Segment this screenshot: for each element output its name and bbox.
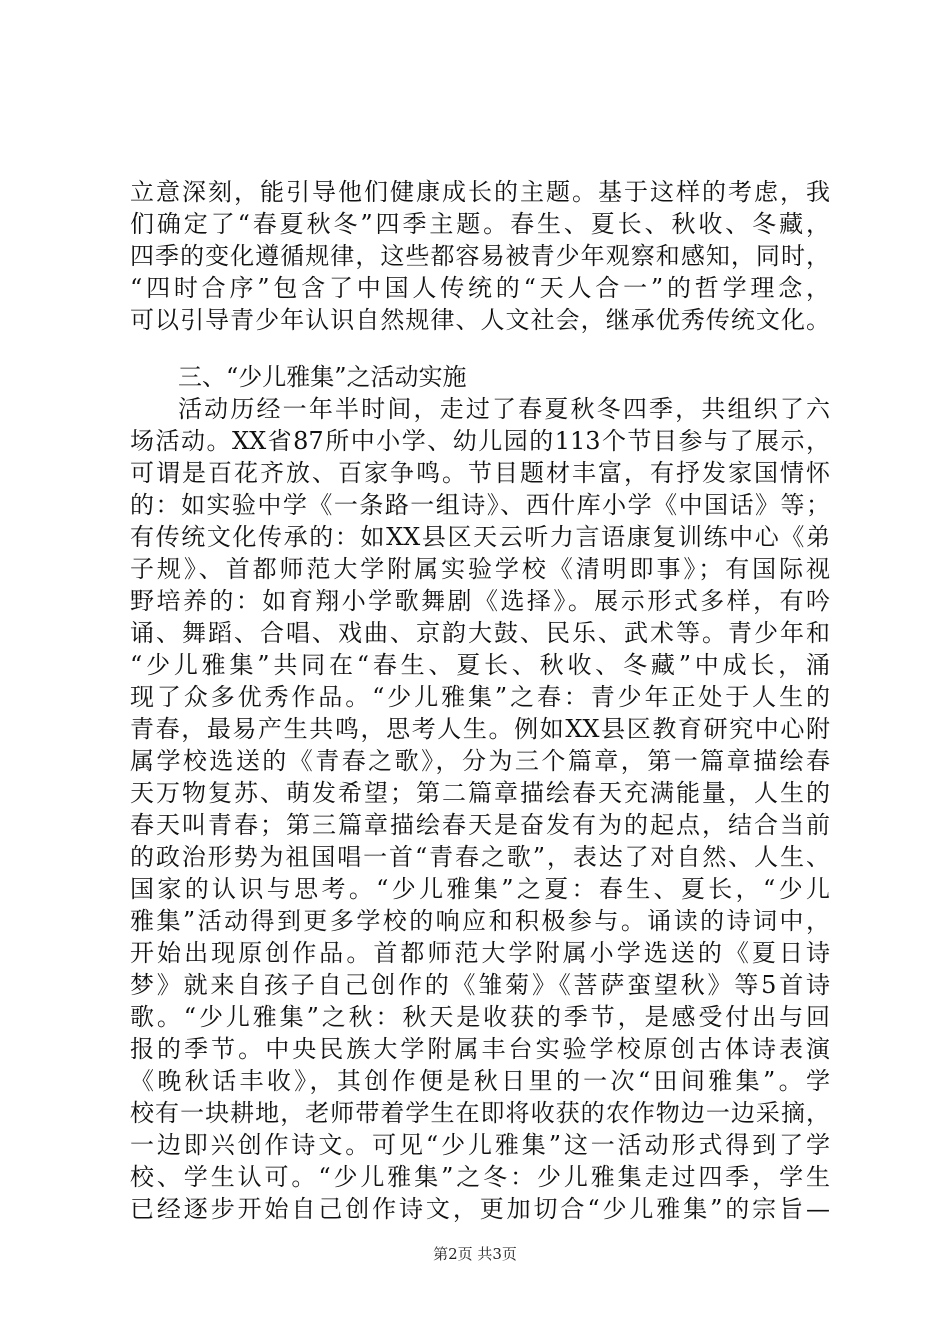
body-line-18: 开始出现原创作品。首都师范大学附属小学选送的《夏日诗 (130, 939, 830, 967)
body-line-21: 报的季节。中央民族大学附属丰台实验学校原创古体诗表演 (130, 1035, 830, 1063)
body-line-9: “少儿雅集”共同在“春生、夏长、秋收、冬藏”中成长，涌 (130, 651, 830, 679)
body-line-22: 《晚秋话丰收》，其创作便是秋日里的一次“田间雅集”。学 (130, 1067, 830, 1095)
body-line-14: 春天叫青春；第三篇章描绘春天是奋发有为的起点，结合当前 (130, 811, 830, 839)
body-line-2: 场活动。XX省87所中小学、幼儿园的113个节目参与了展示， (130, 427, 830, 455)
body-line-17: 雅集”活动得到更多学校的响应和积极参与。诵读的诗词中， (130, 907, 830, 935)
page-footer: 第2页 共3页 (433, 1245, 517, 1263)
body-line-15: 的政治形势为祖国唱一首“青春之歌”，表达了对自然、人生、 (130, 843, 830, 871)
intro-line-4: “四时合序”包含了中国人传统的“天人合一”的哲学理念， (130, 274, 830, 302)
body-line-3: 可谓是百花齐放、百家争鸣。节目题材丰富，有抒发家国情怀 (130, 459, 830, 487)
body-line-23: 校有一块耕地，老师带着学生在即将收获的农作物边一边采摘， (130, 1099, 830, 1127)
body-line-10: 现了众多优秀作品。“少儿雅集”之春：青少年正处于人生的 (130, 683, 830, 711)
body-line-24: 一边即兴创作诗文。可见“少儿雅集”这一活动形式得到了学 (130, 1131, 830, 1159)
body-line-16: 国家的认识与思考。“少儿雅集”之夏：春生、夏长，“少儿 (130, 875, 830, 903)
body-line-19: 梦》就来自孩子自己创作的《雏菊》《菩萨蛮望秋》等5首诗 (130, 971, 830, 999)
body-line-5: 有传统文化传承的：如XX县区天云听力言语康复训练中心《弟 (130, 523, 830, 551)
intro-line-1: 立意深刻，能引导他们健康成长的主题。基于这样的考虑，我 (130, 178, 830, 206)
body-line-25: 校、学生认可。“少儿雅集”之冬：少儿雅集走过四季，学生 (130, 1163, 830, 1191)
body-line-7: 野培养的：如育翔小学歌舞剧《选择》。展示形式多样，有吟 (130, 587, 830, 615)
intro-line-3: 四季的变化遵循规律，这些都容易被青少年观察和感知，同时， (130, 242, 830, 270)
body-line-4: 的：如实验中学《一条路一组诗》、西什库小学《中国话》等； (130, 491, 830, 519)
body-line-8: 诵、舞蹈、合唱、戏曲、京韵大鼓、民乐、武术等。青少年和 (130, 619, 830, 647)
body-line-20: 歌。“少儿雅集”之秋：秋天是收获的季节，是感受付出与回 (130, 1003, 830, 1031)
body-line-12: 属学校选送的《青春之歌》，分为三个篇章，第一篇章描绘春 (130, 747, 830, 775)
body-line-11: 青春，最易产生共鸣，思考人生。例如XX县区教育研究中心附 (130, 715, 830, 743)
intro-line-2: 们确定了“春夏秋冬”四季主题。春生、夏长、秋收、冬藏， (130, 210, 830, 238)
intro-line-5: 可以引导青少年认识自然规律、人文社会，继承优秀传统文化。 (130, 306, 830, 334)
body-line-26: 已经逐步开始自己创作诗文，更加切合“少儿雅集”的宗旨— (130, 1195, 830, 1223)
body-line-13: 天万物复苏、萌发希望；第二篇章描绘春天充满能量，人生的 (130, 779, 830, 807)
body-line-6: 子规》、首都师范大学附属实验学校《清明即事》；有国际视 (130, 555, 830, 583)
body-line-1: 活动历经一年半时间，走过了春夏秋冬四季，共组织了六 (178, 395, 830, 423)
section-heading: 三、“少儿雅集”之活动实施 (178, 363, 467, 391)
